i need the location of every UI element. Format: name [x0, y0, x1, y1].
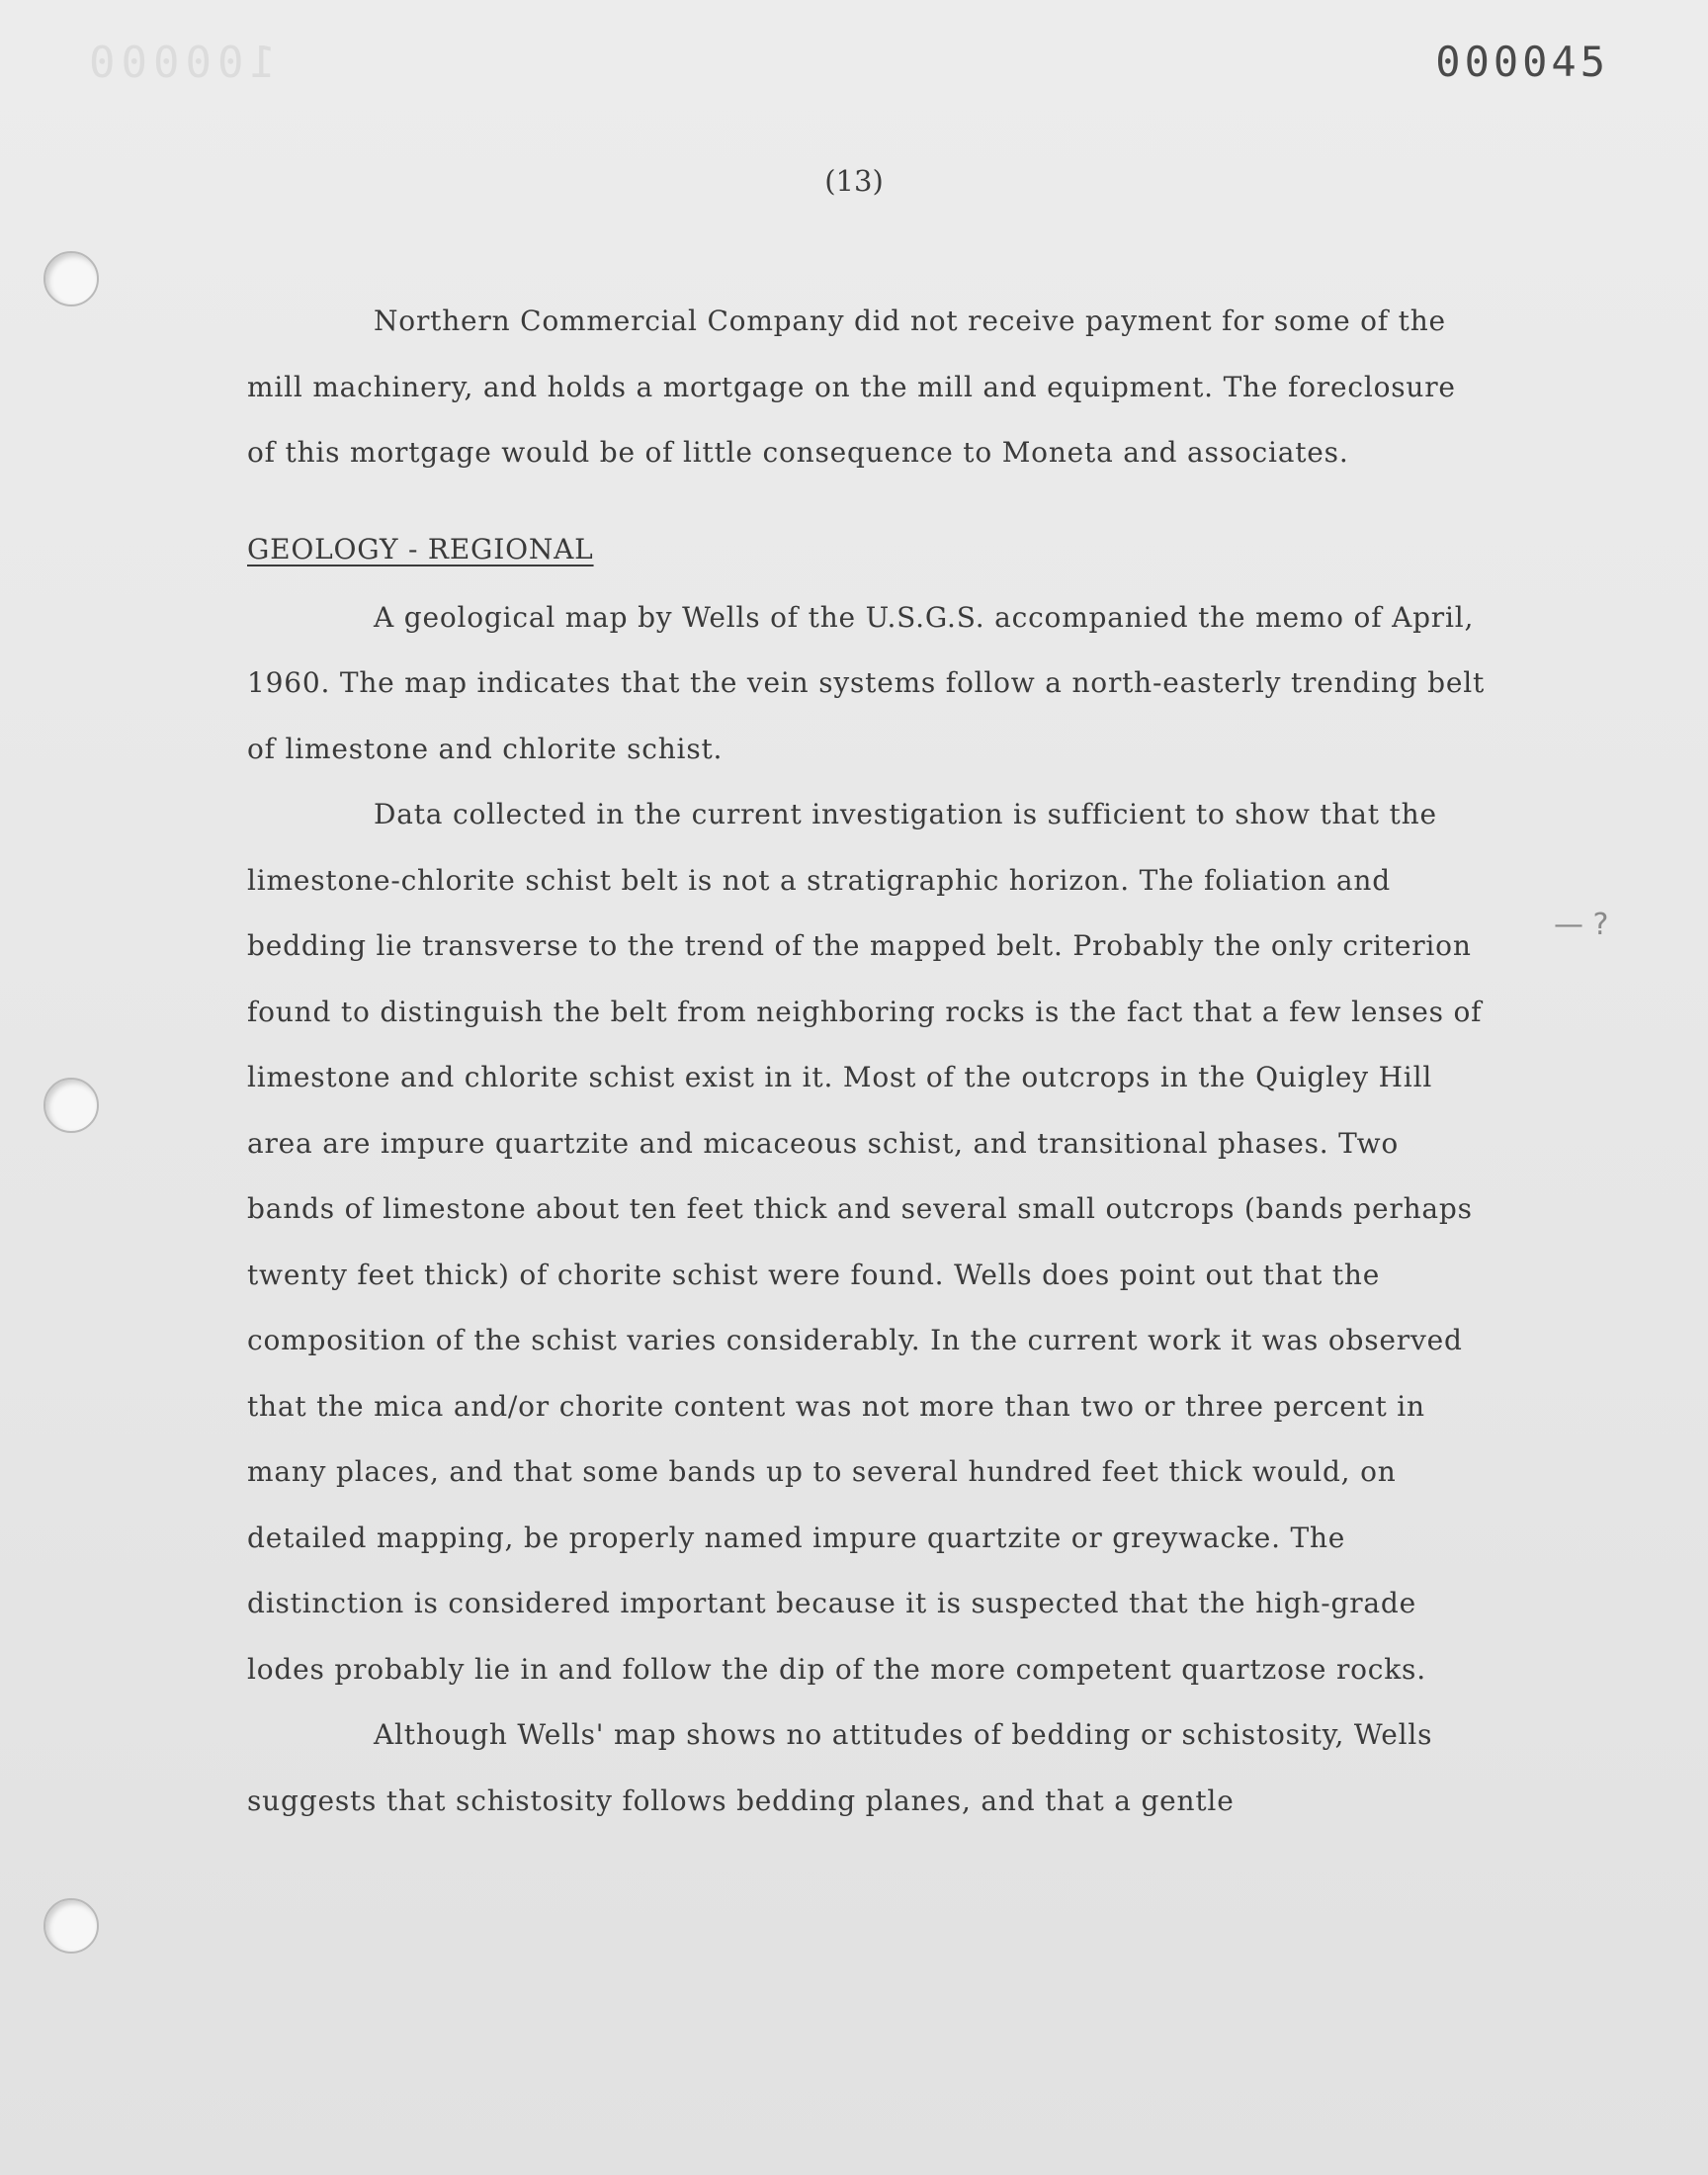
page-number: (13): [824, 164, 884, 198]
paragraph-data-collected: Data collected in the current investigation is sufficient to show that the limestone-chlorite schist belt is not a stratigraphic horizon. The foliation and bedding lie transverse to the trend of the mapped belt. Probably the only criterion found to distinguish the belt from neighboring rocks is the fact that a few lenses of limestone and chlorite schist exist in it. Most of the outcrops in the Quigley Hill area are impure quartzite and micaceous schist, and transitional phases. Two bands of limestone about ten feet thick and several small outcrops (bands perhaps twenty feet thick) of chorite schist were found. Wells does point out that the composition of the schist varies considerably. In the current work it was observed that the mica and/or chorite content was not more than two or three percent in many places, and that some bands up to several hundred feet thick would, on detailed mapping, be properly named impure quartzite or greywacke. The distinction is considered important because it is suspected that the high-grade lodes probably lie in and follow the dip of the more competent quartzose rocks.: [247, 798, 1483, 1686]
margin-annotation: — ?: [1554, 908, 1609, 942]
paragraph-geological-map: A geological map by Wells of the U.S.G.S. accompanied the memo of April, 1960. The map indicates that the vein systems follow a north-easterly trending belt of limestone and chlorite schist.: [247, 600, 1486, 765]
paragraph-mortgage: Northern Commercial Company did not receive payment for some of the mill machinery, and holds a mortgage on the mill and equipment. The foreclosure of this mortgage would be of little consequence to Moneta and associates.: [247, 304, 1456, 469]
ghost-document-number: 100000: [83, 38, 276, 88]
paragraph-wells-map: Although Wells' map shows no attitudes of bedding or schistosity, Wells suggests that schistosity follows bedding planes, and that a gentle: [247, 1718, 1433, 1817]
punch-hole: [43, 1898, 99, 1954]
section-heading-geology-regional: GEOLOGY - REGIONAL: [247, 532, 594, 566]
punch-hole: [43, 251, 99, 306]
punch-hole: [43, 1078, 99, 1133]
document-body: [247, 289, 1493, 1834]
document-number: 000045: [1435, 38, 1609, 86]
